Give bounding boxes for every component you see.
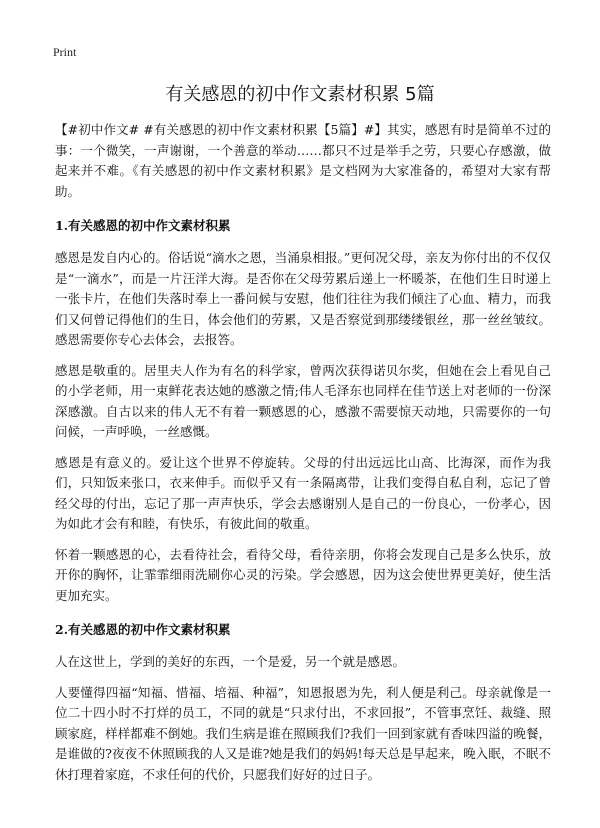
document-body (55, 120, 551, 795)
section-1-paragraph-4: 怀着一颗感恩的心，去看待社会，看待父母，看待亲朋，你将会发现自己是多么快乐，放开你的胸怀，让霏霏细雨洗刷你心灵的污染。学会感恩，因为这会使世界更美好，使生活更加充实。 (55, 546, 551, 603)
section-heading-2: 2.有关感恩的初中作文素材积累 (55, 622, 231, 637)
section-1-paragraph-1: 感恩是发自内心的。俗话说“滴水之恩，当涌泉相报。”更何况父母，亲友为你付出的不仅仅是“一滴水”，而是一片汪洋大海。是否你在父母劳累后递上一杯暖茶，在他们生日时递上一张卡片，在他们失落时奉上一番问候与安慰，他们往往为我们倾注了心血、精力，而我们又何曾记得他们的生日，体会他们的劳累，又是否察觉到那缕缕银丝，那一丝丝皱纹。感恩需要你专心去体会，去报答。 (55, 250, 551, 347)
section-heading-1: 1.有关感恩的初中作文素材积累 (55, 218, 231, 233)
section-2-paragraph-2: 人要懂得四福“知福、惜福、培福、种福”，知恩报恩为先，利人便是利己。母亲就像是一位二十四小时不打烊的员工，不同的就是“只求付出，不求回报”，不管事烹饪、裁缝、照顾家庭，样样都难不倒她。我们生病是谁在照顾我们?我们一回到家就有香味四溢的晚餐，是谁做的?夜夜不休照顾我的人又是谁?她是我们的妈妈!每天总是早起来，晚入眠，不眠不休打理着家庭，不求任何的代价，只愿我们好好的过日子。 (55, 684, 551, 782)
section-1-paragraph-2: 感恩是敬重的。居里夫人作为有名的科学家，曾两次获得诺贝尔奖，但她在会上看见自己的小学老师，用一束鲜花表达她的感激之情;伟人毛泽东也同样在佳节送上对老师的一份深深感激。自古以来的伟人无不有着一颗感恩的心，感激不需要惊天动地，只需要你的一句问候，一声呼唤，一丝感慨。 (55, 362, 551, 439)
intro-paragraph: 【#初中作文# #有关感恩的初中作文素材积累【5篇】#】其实，感恩有时是简单不过的事：一个微笑，一声谢谢，一个善意的举动……都只不过是举手之劳，只要心存感激，做起来并不难。《有关感恩的初中作文素材积累》是文档网为大家准备的，希望对大家有帮助。 (55, 122, 551, 199)
document-title: 有关感恩的初中作文素材积累 5篇 (165, 84, 435, 105)
section-2-paragraph-1: 人在这世上，学到的美好的东西，一个是爱，另一个就是感恩。 (55, 654, 406, 669)
section-1-paragraph-3: 感恩是有意义的。爱让这个世界不停旋转。父母的付出远远比山高、比海深，而作为我们，只知饭来张口，衣来伸手。而似乎又有一条隔离带，让我们变得自私自利，忘记了曾经父母的付出，忘记了那一声声快乐，学会去感谢别人是自己的一份良心，一份孝心，因为如此才会有和睦，有快乐，有彼此间的敬重。 (55, 454, 551, 531)
print-label: Print (53, 45, 77, 59)
